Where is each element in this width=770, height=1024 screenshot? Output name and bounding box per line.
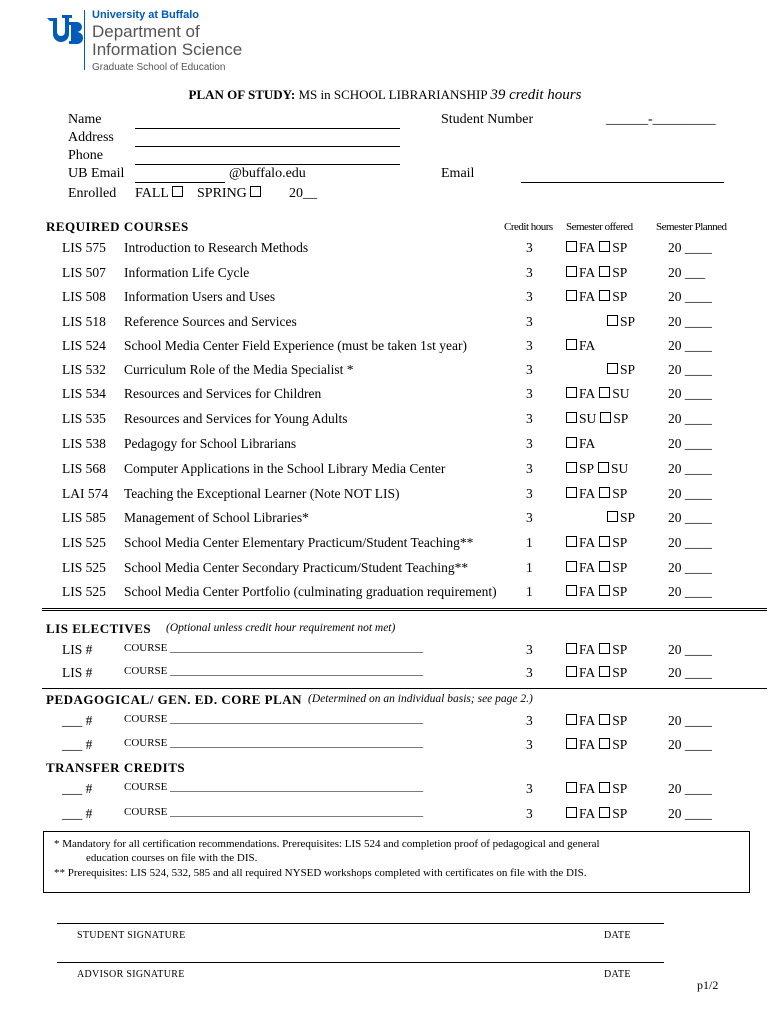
transfer-credits-heading: TRANSFER CREDITS <box>46 760 186 775</box>
course-code: LIS 535 <box>62 411 106 426</box>
course-row <box>0 338 770 358</box>
enrolled-label: Enrolled <box>68 186 117 201</box>
department-line1: Department of <box>92 22 200 41</box>
credit-hours: 3 <box>526 289 533 304</box>
semester-checkbox[interactable] <box>566 561 577 572</box>
course-title: Resources and Services for Children <box>124 386 322 401</box>
semester-planned[interactable]: 20 ____ <box>668 642 712 657</box>
course-code: ___ # <box>62 737 93 752</box>
credit-hours: 3 <box>526 461 533 476</box>
semester-planned[interactable]: 20 ___ <box>668 265 706 280</box>
semester-checkbox[interactable] <box>566 585 577 596</box>
course-code: LAI 574 <box>62 486 109 501</box>
fall-option[interactable] <box>135 186 185 202</box>
title-credits: 39 credit hours <box>490 87 582 103</box>
course-row <box>0 411 770 431</box>
title-program: MS in SCHOOL LIBRARIANSHIP <box>298 87 488 102</box>
credit-hours: 1 <box>526 560 533 575</box>
semester-checkbox[interactable] <box>599 666 610 677</box>
course-code: LIS 525 <box>62 560 106 575</box>
col-credit-hours: Credit hours <box>504 221 553 233</box>
credit-hours: 3 <box>526 737 533 752</box>
course-row <box>0 713 770 733</box>
semester-planned[interactable]: 20 ____ <box>668 806 712 821</box>
semester-planned[interactable]: 20 ____ <box>668 386 712 401</box>
col-semester-offered: Semester offered <box>566 221 633 233</box>
semester-checkbox[interactable] <box>566 487 577 498</box>
phone-label: Phone <box>68 148 103 163</box>
semester-planned[interactable]: 20 ____ <box>668 314 712 329</box>
section-divider-2 <box>42 688 767 689</box>
semester-offered: SP SU <box>566 461 632 477</box>
course-code: LIS 575 <box>62 240 106 255</box>
semester-planned[interactable]: 20 ____ <box>668 535 712 550</box>
course-code: LIS 534 <box>62 386 106 401</box>
fall-checkbox[interactable] <box>172 186 183 197</box>
lis-electives-heading: LIS ELECTIVES <box>46 621 152 636</box>
course-field[interactable]: COURSE ______________________________________________ <box>124 737 424 749</box>
semester-offered: FA SP <box>566 289 631 305</box>
semester-offered: SP <box>607 314 639 330</box>
course-row <box>0 240 770 260</box>
course-row <box>0 737 770 757</box>
student-date-label: DATE <box>604 930 631 941</box>
course-row <box>0 584 770 604</box>
semester-checkbox[interactable] <box>566 807 577 818</box>
credit-hours: 3 <box>526 386 533 401</box>
semester-planned[interactable]: 20 ____ <box>668 486 712 501</box>
course-row <box>0 486 770 506</box>
course-title: Reference Sources and Services <box>124 314 297 329</box>
semester-checkbox[interactable] <box>599 714 610 725</box>
semester-checkbox[interactable] <box>599 782 610 793</box>
semester-checkbox[interactable] <box>607 363 618 374</box>
pedagogical-heading: PEDAGOGICAL/ GEN. ED. CORE PLAN <box>46 692 303 707</box>
course-row <box>0 436 770 456</box>
semester-checkbox[interactable] <box>599 738 610 749</box>
semester-checkbox[interactable] <box>599 266 610 277</box>
course-row <box>0 560 770 580</box>
credit-hours: 3 <box>526 314 533 329</box>
course-title: Management of School Libraries* <box>124 510 309 525</box>
semester-planned[interactable]: 20 ____ <box>668 240 712 255</box>
email-field[interactable] <box>521 168 724 183</box>
course-code: LIS 518 <box>62 314 106 329</box>
semester-offered: FA SP <box>566 535 631 551</box>
fall-label: FALL <box>135 186 169 201</box>
school-name: Graduate School of Education <box>92 62 226 73</box>
student-number-field[interactable]: ______-_________ <box>606 112 716 127</box>
spring-label: SPRING <box>197 186 247 201</box>
course-code: LIS 507 <box>62 265 106 280</box>
logo-divider <box>84 10 85 70</box>
pedagogical-note: (Determined on an individual basis; see page 2.) <box>308 693 533 705</box>
footnotes-box <box>43 831 750 893</box>
semester-checkbox[interactable] <box>599 387 610 398</box>
semester-planned[interactable]: 20 ____ <box>668 510 712 525</box>
credit-hours: 3 <box>526 436 533 451</box>
name-label: Name <box>68 112 102 127</box>
semester-planned[interactable]: 20 ____ <box>668 713 712 728</box>
semester-offered: FA SP <box>566 265 631 281</box>
course-title: Teaching the Exceptional Learner (Note NOT LIS) <box>124 486 400 501</box>
course-field[interactable]: COURSE ______________________________________________ <box>124 781 424 793</box>
semester-checkbox[interactable] <box>566 387 577 398</box>
semester-offered: FA <box>566 436 599 452</box>
semester-planned[interactable]: 20 ____ <box>668 436 712 451</box>
semester-planned[interactable]: 20 ____ <box>668 411 712 426</box>
spring-checkbox[interactable] <box>250 186 261 197</box>
semester-checkbox[interactable] <box>566 241 577 252</box>
semester-planned[interactable]: 20 ____ <box>668 338 712 353</box>
semester-checkbox[interactable] <box>598 462 609 473</box>
student-signature-label: STUDENT SIGNATURE <box>77 930 186 941</box>
course-code: ___ # <box>62 713 93 728</box>
course-title: Information Life Cycle <box>124 265 250 280</box>
credit-hours: 3 <box>526 665 533 680</box>
credit-hours: 3 <box>526 510 533 525</box>
semester-checkbox[interactable] <box>599 561 610 572</box>
semester-checkbox[interactable] <box>566 666 577 677</box>
semester-planned[interactable]: 20 ____ <box>668 461 712 476</box>
semester-offered: FA SP <box>566 240 631 256</box>
semester-planned[interactable]: 20 ____ <box>668 560 712 575</box>
course-row <box>0 289 770 309</box>
ubemail-suffix: @buffalo.edu <box>229 166 306 181</box>
course-row <box>0 362 770 382</box>
semester-checkbox[interactable] <box>599 585 610 596</box>
course-row <box>0 265 770 285</box>
semester-offered: FA SP <box>566 665 631 681</box>
course-field[interactable]: COURSE ______________________________________________ <box>124 642 424 654</box>
phone-field[interactable] <box>135 150 400 165</box>
semester-offered: SP <box>607 510 639 526</box>
credit-hours: 1 <box>526 584 533 599</box>
student-number-label: Student Number <box>441 112 534 127</box>
lis-electives-note: (Optional unless credit hour requirement not met) <box>166 622 396 634</box>
course-code: LIS # <box>62 642 93 657</box>
course-code: LIS 538 <box>62 436 106 451</box>
credit-hours: 1 <box>526 535 533 550</box>
semester-checkbox[interactable] <box>566 714 577 725</box>
advisor-signature-label: ADVISOR SIGNATURE <box>77 969 185 980</box>
semester-checkbox[interactable] <box>566 782 577 793</box>
university-name: University at Buffalo <box>92 9 199 21</box>
course-row <box>0 386 770 406</box>
semester-planned[interactable]: 20 ____ <box>668 289 712 304</box>
semester-offered: FA SP <box>566 781 631 797</box>
course-title: Resources and Services for Young Adults <box>124 411 348 426</box>
semester-planned[interactable]: 20 ____ <box>668 665 712 680</box>
course-row <box>0 510 770 530</box>
semester-planned[interactable]: 20 ____ <box>668 362 712 377</box>
course-row <box>0 642 770 662</box>
course-code: LIS 508 <box>62 289 106 304</box>
credit-hours: 3 <box>526 642 533 657</box>
semester-checkbox[interactable] <box>599 807 610 818</box>
semester-offered: SP <box>607 362 639 378</box>
section-divider <box>42 608 767 611</box>
student-signature-line[interactable] <box>57 923 664 924</box>
department-line2: Information Science <box>92 40 243 59</box>
semester-offered: FA SP <box>566 642 631 658</box>
footnote-2: ** Prerequisites: LIS 524, 532, 585 and all required NYSED workshops completed with certificates on file with the DIS. <box>54 867 587 879</box>
advisor-signature-line[interactable] <box>57 962 664 963</box>
course-row <box>0 461 770 481</box>
semester-offered: FA SP <box>566 560 631 576</box>
semester-offered: FA SP <box>566 713 631 729</box>
credit-hours: 3 <box>526 781 533 796</box>
name-field[interactable] <box>135 114 400 129</box>
course-code: LIS 532 <box>62 362 106 377</box>
semester-checkbox[interactable] <box>607 511 618 522</box>
credit-hours: 3 <box>526 362 533 377</box>
course-code: ___ # <box>62 806 93 821</box>
course-row <box>0 535 770 555</box>
semester-checkbox[interactable] <box>566 412 577 423</box>
advisor-date-label: DATE <box>604 969 631 980</box>
course-title: Curriculum Role of the Media Specialist * <box>124 362 354 377</box>
course-code: LIS 524 <box>62 338 106 353</box>
footnote-1: * Mandatory for all certification recommendations. Prerequisites: LIS 524 and completion proof of pedagogical and general <box>54 838 600 850</box>
ubemail-field[interactable] <box>135 168 225 183</box>
semester-checkbox[interactable] <box>607 315 618 326</box>
col-semester-planned: Semester Planned <box>656 221 727 233</box>
footnote-1-cont: education courses on file with the DIS. <box>86 852 258 864</box>
credit-hours: 3 <box>526 265 533 280</box>
ubemail-label: UB Email <box>68 166 125 181</box>
course-row <box>0 314 770 334</box>
course-title: School Media Center Secondary Practicum/Student Teaching** <box>124 560 469 575</box>
address-label: Address <box>68 130 114 145</box>
page-title <box>0 87 770 104</box>
semester-offered: FA SP <box>566 486 631 502</box>
course-title: Information Users and Uses <box>124 289 276 304</box>
course-code: LIS 525 <box>62 535 106 550</box>
semester-checkbox[interactable] <box>566 536 577 547</box>
course-code: LIS 525 <box>62 584 106 599</box>
semester-checkbox[interactable] <box>566 437 577 448</box>
course-code: ___ # <box>62 781 93 796</box>
semester-offered: FA SP <box>566 737 631 753</box>
semester-checkbox[interactable] <box>599 643 610 654</box>
semester-checkbox[interactable] <box>566 266 577 277</box>
course-title: School Media Center Elementary Practicum/Student Teaching** <box>124 535 474 550</box>
semester-offered: SU SP <box>566 411 632 427</box>
course-title: Pedagogy for School Librarians <box>124 436 297 451</box>
spring-option[interactable] <box>197 186 263 202</box>
course-title: School Media Center Portfolio (culminating graduation requirement) <box>124 584 497 599</box>
credit-hours: 3 <box>526 240 533 255</box>
course-title: Computer Applications in the School Library Media Center <box>124 461 446 476</box>
semester-checkbox[interactable] <box>600 412 611 423</box>
course-code: LIS 585 <box>62 510 106 525</box>
semester-checkbox[interactable] <box>566 339 577 350</box>
title-prefix: PLAN OF STUDY: <box>188 87 296 102</box>
semester-checkbox[interactable] <box>566 462 577 473</box>
semester-offered: FA SU <box>566 386 634 402</box>
email-label: Email <box>441 166 475 181</box>
semester-planned[interactable]: 20 ____ <box>668 737 712 752</box>
course-row <box>0 806 770 826</box>
course-row <box>0 781 770 801</box>
semester-checkbox[interactable] <box>599 241 610 252</box>
semester-offered: FA SP <box>566 806 631 822</box>
enrolled-year[interactable]: 20__ <box>289 186 317 201</box>
semester-checkbox[interactable] <box>599 487 610 498</box>
course-field[interactable]: COURSE ______________________________________________ <box>124 665 424 677</box>
semester-offered: FA <box>566 338 599 354</box>
credit-hours: 3 <box>526 713 533 728</box>
page-number: p1/2 <box>697 978 719 992</box>
semester-planned[interactable]: 20 ____ <box>668 781 712 796</box>
credit-hours: 3 <box>526 486 533 501</box>
credit-hours: 3 <box>526 338 533 353</box>
course-field[interactable]: COURSE ______________________________________________ <box>124 806 424 818</box>
semester-checkbox[interactable] <box>566 643 577 654</box>
course-row <box>0 665 770 685</box>
required-courses-heading: REQUIRED COURSES <box>46 219 189 234</box>
semester-checkbox[interactable] <box>566 290 577 301</box>
course-field[interactable]: COURSE ______________________________________________ <box>124 713 424 725</box>
course-code: LIS # <box>62 665 93 680</box>
course-code: LIS 568 <box>62 461 106 476</box>
semester-planned[interactable]: 20 ____ <box>668 584 712 599</box>
semester-checkbox[interactable] <box>566 738 577 749</box>
credit-hours: 3 <box>526 411 533 426</box>
course-title: Introduction to Research Methods <box>124 240 309 255</box>
semester-offered: FA SP <box>566 584 631 600</box>
credit-hours: 3 <box>526 806 533 821</box>
semester-checkbox[interactable] <box>599 290 610 301</box>
course-title: School Media Center Field Experience (must be taken 1st year) <box>124 338 468 353</box>
semester-checkbox[interactable] <box>599 536 610 547</box>
department-name <box>92 23 242 59</box>
address-field[interactable] <box>135 132 400 147</box>
ub-logo <box>45 14 85 48</box>
